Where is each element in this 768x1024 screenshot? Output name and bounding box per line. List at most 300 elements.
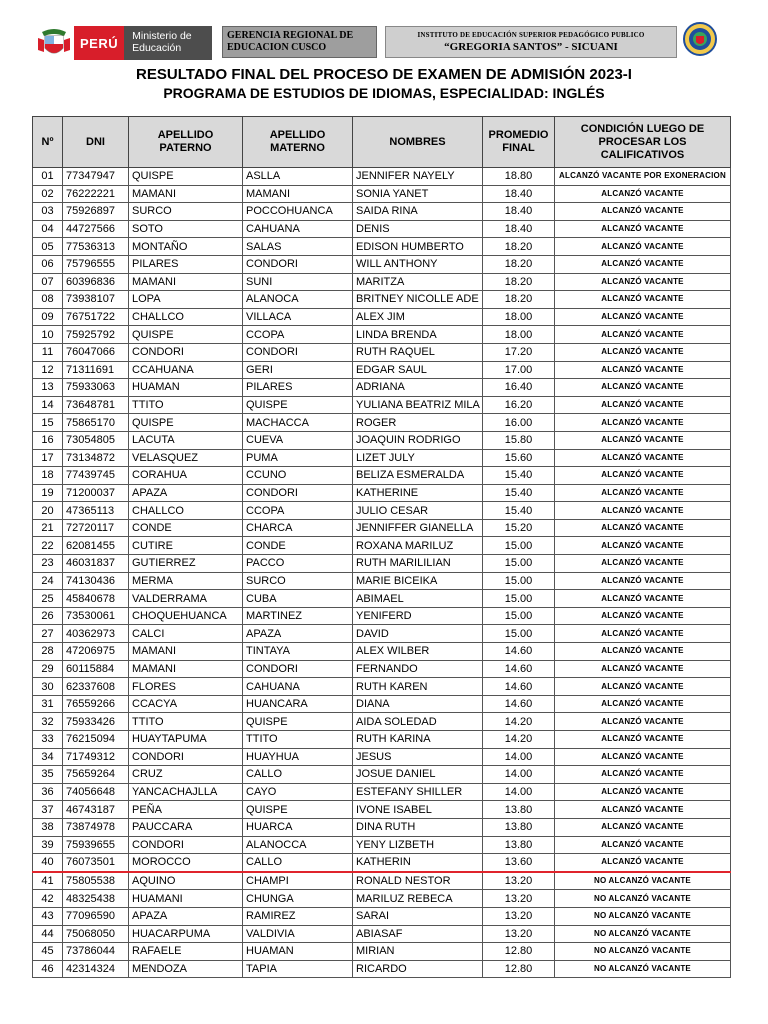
row-number: 42	[33, 890, 63, 908]
row-number: 06	[33, 255, 63, 273]
table-row	[33, 484, 731, 502]
maternal-surname-cell: CHAMPI	[243, 872, 353, 890]
given-names-cell: MARILUZ REBECA	[353, 890, 483, 908]
paternal-surname-cell: MAMANI	[129, 185, 243, 203]
paternal-surname-cell: TTITO	[129, 396, 243, 414]
table-row	[33, 801, 731, 819]
paternal-surname-cell: MAMANI	[129, 643, 243, 661]
dni-cell: 62081455	[63, 537, 129, 555]
paternal-surname-cell: PAUCCARA	[129, 818, 243, 836]
maternal-surname-cell: CALLO	[243, 766, 353, 784]
institute-box	[385, 26, 677, 58]
row-number: 23	[33, 555, 63, 573]
condition-cell: ALCANZÓ VACANTE	[555, 467, 731, 485]
given-names-cell: RUTH KAREN	[353, 678, 483, 696]
final-score-cell: 14.60	[483, 678, 555, 696]
maternal-surname-cell: PILARES	[243, 379, 353, 397]
dni-cell: 75796555	[63, 255, 129, 273]
condition-cell: ALCANZÓ VACANTE	[555, 643, 731, 661]
given-names-cell: IVONE ISABEL	[353, 801, 483, 819]
final-score-cell: 18.40	[483, 220, 555, 238]
table-row	[33, 748, 731, 766]
table-row	[33, 168, 731, 186]
condition-cell: ALCANZÓ VACANTE	[555, 713, 731, 731]
ministry-label: Ministerio de Educación	[124, 26, 212, 60]
condition-cell: ALCANZÓ VACANTE	[555, 783, 731, 801]
maternal-surname-cell: QUISPE	[243, 713, 353, 731]
final-score-cell: 15.00	[483, 572, 555, 590]
given-names-cell: KATHERINE	[353, 484, 483, 502]
condition-cell: ALCANZÓ VACANTE	[555, 238, 731, 256]
paternal-surname-cell: VELASQUEZ	[129, 449, 243, 467]
final-score-cell: 15.20	[483, 519, 555, 537]
final-score-cell: 18.80	[483, 168, 555, 186]
institute-type: INSTITUTO DE EDUCACIÓN SUPERIOR PEDAGÓGICO PUBLICO	[417, 31, 645, 39]
dni-cell: 47365113	[63, 502, 129, 520]
table-row	[33, 590, 731, 608]
condition-cell: ALCANZÓ VACANTE	[555, 731, 731, 749]
final-score-cell: 14.00	[483, 783, 555, 801]
row-number: 17	[33, 449, 63, 467]
document-header	[0, 18, 768, 66]
paternal-surname-cell: CONDORI	[129, 748, 243, 766]
final-score-cell: 18.20	[483, 291, 555, 309]
maternal-surname-cell: CUEVA	[243, 431, 353, 449]
table-row	[33, 326, 731, 344]
dni-cell: 60396836	[63, 273, 129, 291]
condition-cell: ALCANZÓ VACANTE	[555, 220, 731, 238]
given-names-cell: JESUS	[353, 748, 483, 766]
table-row	[33, 731, 731, 749]
maternal-surname-cell: GERI	[243, 361, 353, 379]
given-names-cell: SONIA YANET	[353, 185, 483, 203]
final-score-cell: 15.40	[483, 484, 555, 502]
maternal-surname-cell: TTITO	[243, 731, 353, 749]
maternal-surname-cell: TINTAYA	[243, 643, 353, 661]
condition-cell: ALCANZÓ VACANTE	[555, 625, 731, 643]
dni-cell: 76559266	[63, 695, 129, 713]
gerencia-label: GERENCIA REGIONAL DE EDUCACION CUSCO	[222, 26, 377, 58]
maternal-surname-cell: CALLO	[243, 854, 353, 872]
row-number: 44	[33, 925, 63, 943]
paternal-surname-cell: LACUTA	[129, 431, 243, 449]
row-number: 21	[33, 519, 63, 537]
final-score-cell: 18.00	[483, 326, 555, 344]
condition-cell: ALCANZÓ VACANTE	[555, 185, 731, 203]
final-score-cell: 13.20	[483, 890, 555, 908]
maternal-surname-cell: APAZA	[243, 625, 353, 643]
final-score-cell: 16.40	[483, 379, 555, 397]
final-score-cell: 16.20	[483, 396, 555, 414]
maternal-surname-cell: CHARCA	[243, 519, 353, 537]
table-row	[33, 308, 731, 326]
dni-cell: 76047066	[63, 343, 129, 361]
maternal-surname-cell: QUISPE	[243, 396, 353, 414]
given-names-cell: ADRIANA	[353, 379, 483, 397]
given-names-cell: LINDA BRENDA	[353, 326, 483, 344]
minedu-logo	[34, 26, 212, 60]
condition-cell: ALCANZÓ VACANTE	[555, 343, 731, 361]
final-score-cell: 14.60	[483, 643, 555, 661]
paternal-surname-cell: VALDERRAMA	[129, 590, 243, 608]
row-number: 02	[33, 185, 63, 203]
column-header: APELLIDO PATERNO	[129, 117, 243, 168]
maternal-surname-cell: PUMA	[243, 449, 353, 467]
condition-cell: ALCANZÓ VACANTE	[555, 695, 731, 713]
final-score-cell: 16.00	[483, 414, 555, 432]
column-header: NOMBRES	[353, 117, 483, 168]
given-names-cell: DAVID	[353, 625, 483, 643]
dni-cell: 73938107	[63, 291, 129, 309]
final-score-cell: 15.40	[483, 467, 555, 485]
final-score-cell: 14.00	[483, 766, 555, 784]
paternal-surname-cell: RAFAELE	[129, 943, 243, 961]
table-row	[33, 220, 731, 238]
row-number: 16	[33, 431, 63, 449]
row-number: 20	[33, 502, 63, 520]
final-score-cell: 13.80	[483, 836, 555, 854]
maternal-surname-cell: HUAYHUA	[243, 748, 353, 766]
maternal-surname-cell: HUARCA	[243, 818, 353, 836]
final-score-cell: 14.60	[483, 695, 555, 713]
final-score-cell: 13.20	[483, 907, 555, 925]
maternal-surname-cell: SUNI	[243, 273, 353, 291]
table-row	[33, 607, 731, 625]
row-number: 35	[33, 766, 63, 784]
condition-cell: ALCANZÓ VACANTE POR EXONERACION	[555, 168, 731, 186]
maternal-surname-cell: CCUNO	[243, 467, 353, 485]
given-names-cell: RONALD NESTOR	[353, 872, 483, 890]
paternal-surname-cell: MERMA	[129, 572, 243, 590]
paternal-surname-cell: MOROCCO	[129, 854, 243, 872]
maternal-surname-cell: CONDORI	[243, 343, 353, 361]
table-row	[33, 943, 731, 961]
final-score-cell: 18.20	[483, 238, 555, 256]
given-names-cell: SARAI	[353, 907, 483, 925]
table-row	[33, 960, 731, 978]
condition-cell: ALCANZÓ VACANTE	[555, 484, 731, 502]
paternal-surname-cell: CRUZ	[129, 766, 243, 784]
condition-cell: NO ALCANZÓ VACANTE	[555, 890, 731, 908]
dni-cell: 46031837	[63, 555, 129, 573]
row-number: 19	[33, 484, 63, 502]
maternal-surname-cell: SURCO	[243, 572, 353, 590]
paternal-surname-cell: CCACYA	[129, 695, 243, 713]
row-number: 45	[33, 943, 63, 961]
maternal-surname-cell: ASLLA	[243, 168, 353, 186]
condition-cell: ALCANZÓ VACANTE	[555, 273, 731, 291]
paternal-surname-cell: HUAYTAPUMA	[129, 731, 243, 749]
condition-cell: ALCANZÓ VACANTE	[555, 818, 731, 836]
condition-cell: ALCANZÓ VACANTE	[555, 308, 731, 326]
dni-cell: 77347947	[63, 168, 129, 186]
row-number: 05	[33, 238, 63, 256]
dni-cell: 73054805	[63, 431, 129, 449]
column-header: Nº	[33, 117, 63, 168]
paternal-surname-cell: GUTIERREZ	[129, 555, 243, 573]
given-names-cell: KATHERIN	[353, 854, 483, 872]
maternal-surname-cell: VILLACA	[243, 308, 353, 326]
dni-cell: 76215094	[63, 731, 129, 749]
paternal-surname-cell: CALCI	[129, 625, 243, 643]
dni-cell: 73874978	[63, 818, 129, 836]
table-row	[33, 238, 731, 256]
given-names-cell: JENNIFFER GIANELLA	[353, 519, 483, 537]
given-names-cell: FERNANDO	[353, 660, 483, 678]
dni-cell: 71200037	[63, 484, 129, 502]
dni-cell: 75939655	[63, 836, 129, 854]
table-row	[33, 907, 731, 925]
given-names-cell: RICARDO	[353, 960, 483, 978]
paternal-surname-cell: MAMANI	[129, 660, 243, 678]
dni-cell: 73530061	[63, 607, 129, 625]
final-score-cell: 13.20	[483, 925, 555, 943]
maternal-surname-cell: CONDE	[243, 537, 353, 555]
final-score-cell: 13.20	[483, 872, 555, 890]
table-row	[33, 467, 731, 485]
condition-cell: NO ALCANZÓ VACANTE	[555, 960, 731, 978]
paternal-surname-cell: APAZA	[129, 484, 243, 502]
dni-cell: 75926897	[63, 203, 129, 221]
maternal-surname-cell: SALAS	[243, 238, 353, 256]
table-row	[33, 343, 731, 361]
column-header: DNI	[63, 117, 129, 168]
paternal-surname-cell: HUAMAN	[129, 379, 243, 397]
row-number: 41	[33, 872, 63, 890]
dni-cell: 75068050	[63, 925, 129, 943]
maternal-surname-cell: ALANOCCA	[243, 836, 353, 854]
paternal-surname-cell: MONTAÑO	[129, 238, 243, 256]
paternal-surname-cell: SURCO	[129, 203, 243, 221]
table-row	[33, 572, 731, 590]
row-number: 32	[33, 713, 63, 731]
condition-cell: ALCANZÓ VACANTE	[555, 449, 731, 467]
paternal-surname-cell: QUISPE	[129, 414, 243, 432]
dni-cell: 46743187	[63, 801, 129, 819]
dni-cell: 71311691	[63, 361, 129, 379]
maternal-surname-cell: CCOPA	[243, 326, 353, 344]
table-row	[33, 818, 731, 836]
given-names-cell: YENY LIZBETH	[353, 836, 483, 854]
dni-cell: 75659264	[63, 766, 129, 784]
dni-cell: 73134872	[63, 449, 129, 467]
row-number: 09	[33, 308, 63, 326]
table-row	[33, 379, 731, 397]
dni-cell: 44727566	[63, 220, 129, 238]
final-score-cell: 13.80	[483, 818, 555, 836]
dni-cell: 74056648	[63, 783, 129, 801]
dni-cell: 42314324	[63, 960, 129, 978]
table-row	[33, 836, 731, 854]
table-row	[33, 291, 731, 309]
page-subtitle: PROGRAMA DE ESTUDIOS DE IDIOMAS, ESPECIALIDAD: INGLÉS	[163, 85, 605, 101]
maternal-surname-cell: QUISPE	[243, 801, 353, 819]
maternal-surname-cell: CONDORI	[243, 484, 353, 502]
condition-cell: ALCANZÓ VACANTE	[555, 748, 731, 766]
dni-cell: 76073501	[63, 854, 129, 872]
condition-cell: ALCANZÓ VACANTE	[555, 766, 731, 784]
paternal-surname-cell: CHALLCO	[129, 308, 243, 326]
row-number: 25	[33, 590, 63, 608]
table-header-row	[33, 117, 731, 168]
maternal-surname-cell: POCCOHUANCA	[243, 203, 353, 221]
table-row	[33, 396, 731, 414]
row-number: 34	[33, 748, 63, 766]
given-names-cell: YENIFERD	[353, 607, 483, 625]
dni-cell: 77096590	[63, 907, 129, 925]
condition-cell: ALCANZÓ VACANTE	[555, 255, 731, 273]
table-row	[33, 273, 731, 291]
final-score-cell: 15.60	[483, 449, 555, 467]
condition-cell: ALCANZÓ VACANTE	[555, 502, 731, 520]
condition-cell: ALCANZÓ VACANTE	[555, 854, 731, 872]
condition-cell: ALCANZÓ VACANTE	[555, 396, 731, 414]
dni-cell: 62337608	[63, 678, 129, 696]
dni-cell: 76751722	[63, 308, 129, 326]
final-score-cell: 15.00	[483, 537, 555, 555]
row-number: 31	[33, 695, 63, 713]
peru-coat-of-arms-icon	[34, 26, 74, 60]
table-row	[33, 431, 731, 449]
results-body	[33, 168, 731, 978]
table-row	[33, 519, 731, 537]
maternal-surname-cell: HUANCARA	[243, 695, 353, 713]
final-score-cell: 17.20	[483, 343, 555, 361]
row-number: 03	[33, 203, 63, 221]
condition-cell: ALCANZÓ VACANTE	[555, 572, 731, 590]
maternal-surname-cell: TAPIA	[243, 960, 353, 978]
given-names-cell: MIRIAN	[353, 943, 483, 961]
final-score-cell: 18.40	[483, 185, 555, 203]
row-number: 36	[33, 783, 63, 801]
condition-cell: NO ALCANZÓ VACANTE	[555, 907, 731, 925]
table-row	[33, 361, 731, 379]
final-score-cell: 18.00	[483, 308, 555, 326]
given-names-cell: JOSUE DANIEL	[353, 766, 483, 784]
paternal-surname-cell: MAMANI	[129, 273, 243, 291]
maternal-surname-cell: MAMANI	[243, 185, 353, 203]
condition-cell: ALCANZÓ VACANTE	[555, 537, 731, 555]
row-number: 38	[33, 818, 63, 836]
final-score-cell: 15.00	[483, 625, 555, 643]
paternal-surname-cell: FLORES	[129, 678, 243, 696]
column-header: CONDICIÓN LUEGO DE PROCESAR LOS CALIFICATIVOS	[555, 117, 731, 168]
condition-cell: ALCANZÓ VACANTE	[555, 361, 731, 379]
condition-cell: NO ALCANZÓ VACANTE	[555, 943, 731, 961]
final-score-cell: 14.20	[483, 713, 555, 731]
final-score-cell: 18.20	[483, 255, 555, 273]
condition-cell: ALCANZÓ VACANTE	[555, 326, 731, 344]
condition-cell: ALCANZÓ VACANTE	[555, 836, 731, 854]
paternal-surname-cell: CORAHUA	[129, 467, 243, 485]
given-names-cell: LIZET JULY	[353, 449, 483, 467]
table-row	[33, 643, 731, 661]
paternal-surname-cell: APAZA	[129, 907, 243, 925]
given-names-cell: WILL ANTHONY	[353, 255, 483, 273]
given-names-cell: DIANA	[353, 695, 483, 713]
row-number: 13	[33, 379, 63, 397]
final-score-cell: 15.00	[483, 555, 555, 573]
given-names-cell: EDISON HUMBERTO	[353, 238, 483, 256]
maternal-surname-cell: CONDORI	[243, 255, 353, 273]
paternal-surname-cell: PILARES	[129, 255, 243, 273]
paternal-surname-cell: YANCACHAJLLA	[129, 783, 243, 801]
dni-cell: 47206975	[63, 643, 129, 661]
final-score-cell: 15.80	[483, 431, 555, 449]
given-names-cell: RUTH KARINA	[353, 731, 483, 749]
results-table	[32, 116, 731, 978]
condition-cell: NO ALCANZÓ VACANTE	[555, 925, 731, 943]
row-number: 04	[33, 220, 63, 238]
given-names-cell: JENNIFER NAYELY	[353, 168, 483, 186]
condition-cell: ALCANZÓ VACANTE	[555, 291, 731, 309]
row-number: 07	[33, 273, 63, 291]
maternal-surname-cell: ALANOCA	[243, 291, 353, 309]
table-row	[33, 502, 731, 520]
final-score-cell: 18.20	[483, 273, 555, 291]
paternal-surname-cell: AQUINO	[129, 872, 243, 890]
row-number: 12	[33, 361, 63, 379]
paternal-surname-cell: SOTO	[129, 220, 243, 238]
condition-cell: NO ALCANZÓ VACANTE	[555, 872, 731, 890]
row-number: 37	[33, 801, 63, 819]
maternal-surname-cell: MARTINEZ	[243, 607, 353, 625]
given-names-cell: JOAQUIN RODRIGO	[353, 431, 483, 449]
dni-cell: 71749312	[63, 748, 129, 766]
table-row	[33, 449, 731, 467]
row-number: 18	[33, 467, 63, 485]
row-number: 22	[33, 537, 63, 555]
given-names-cell: BRITNEY NICOLLE ADE	[353, 291, 483, 309]
row-number: 46	[33, 960, 63, 978]
condition-cell: ALCANZÓ VACANTE	[555, 590, 731, 608]
condition-cell: ALCANZÓ VACANTE	[555, 519, 731, 537]
final-score-cell: 13.80	[483, 801, 555, 819]
paternal-surname-cell: QUISPE	[129, 326, 243, 344]
paternal-surname-cell: CONDE	[129, 519, 243, 537]
dni-cell: 76222221	[63, 185, 129, 203]
paternal-surname-cell: LOPA	[129, 291, 243, 309]
institute-seal-icon	[683, 22, 717, 56]
row-number: 08	[33, 291, 63, 309]
dni-cell: 75805538	[63, 872, 129, 890]
table-row	[33, 678, 731, 696]
maternal-surname-cell: CAHUANA	[243, 678, 353, 696]
paternal-surname-cell: MENDOZA	[129, 960, 243, 978]
dni-cell: 75925792	[63, 326, 129, 344]
paternal-surname-cell: CONDORI	[129, 836, 243, 854]
dni-cell: 75933063	[63, 379, 129, 397]
peru-label: PERÚ	[74, 26, 124, 60]
table-row	[33, 713, 731, 731]
table-row	[33, 660, 731, 678]
condition-cell: ALCANZÓ VACANTE	[555, 379, 731, 397]
dni-cell: 72720117	[63, 519, 129, 537]
table-row	[33, 766, 731, 784]
given-names-cell: JULIO CESAR	[353, 502, 483, 520]
maternal-surname-cell: CONDORI	[243, 660, 353, 678]
table-row	[33, 414, 731, 432]
condition-cell: ALCANZÓ VACANTE	[555, 431, 731, 449]
maternal-surname-cell: CUBA	[243, 590, 353, 608]
paternal-surname-cell: CONDORI	[129, 343, 243, 361]
given-names-cell: ABIASAF	[353, 925, 483, 943]
row-number: 28	[33, 643, 63, 661]
final-score-cell: 17.00	[483, 361, 555, 379]
given-names-cell: RUTH RAQUEL	[353, 343, 483, 361]
final-score-cell: 15.00	[483, 607, 555, 625]
condition-cell: ALCANZÓ VACANTE	[555, 203, 731, 221]
